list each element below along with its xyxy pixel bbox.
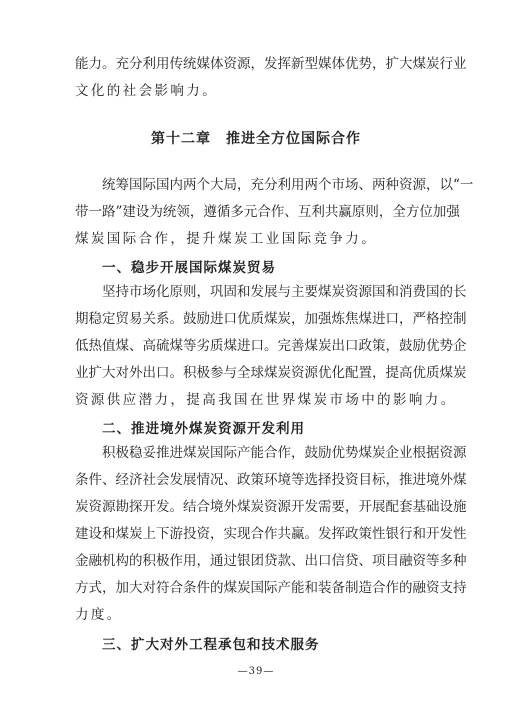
paragraph-line: 资源供应潜力，提高我国在世界煤炭市场中的影响力。 xyxy=(75,392,457,408)
paragraph-line: 炭资源勘探开发。结合境外煤炭资源开发需要，开展配套基础设施 xyxy=(75,499,467,515)
section-heading: 三、扩大对外工程承包和技术服务 xyxy=(102,637,320,653)
paragraph-line: 金融机构的积极作用，通过银团贷款、出口信贷、项目融资等多种 xyxy=(75,553,467,569)
paragraph-line: 煤炭国际合作，提升煤炭工业国际竞争力。 xyxy=(75,231,378,247)
paragraph-line: 积极稳妥推进煤炭国际产能合作，鼓励优势煤炭企业根据资源 xyxy=(102,445,467,461)
paragraph-line: 统筹国际国内两个大局，充分利用两个市场、两种资源，以“一 xyxy=(102,177,474,193)
paragraph-line: 能力。充分利用传统媒体资源，发挥新型媒体优势，扩大煤炭行业 xyxy=(75,56,467,72)
paragraph-line: 建设和煤炭上下游投资，实现合作共赢。发挥政策性银行和开发性 xyxy=(75,526,467,542)
paragraph-line: 低热值煤、高硫煤等劣质煤进口。完善煤炭出口政策，鼓励优势企 xyxy=(75,338,467,354)
paragraph-line: 文化的社会影响力。 xyxy=(75,83,219,99)
paragraph-line: 业扩大对外出口。积极参与全球煤炭资源优化配置，提高优质煤炭 xyxy=(75,365,467,381)
chapter-title: 第十二章 推进全方位国际合作 xyxy=(151,131,361,147)
page-number: —39— xyxy=(237,666,275,677)
paragraph-line: 期稳定贸易关系。鼓励进口优质煤炭，加强炼焦煤进口，严格控制 xyxy=(75,311,467,327)
paragraph-line: 力度。 xyxy=(75,607,123,623)
section-heading: 一、稳步开展国际煤炭贸易 xyxy=(102,260,276,276)
paragraph-line: 带一路”建设为统领，遵循多元合作、互利共赢原则，全方位加强 xyxy=(75,204,460,220)
paragraph-line: 方式，加大对符合条件的煤炭国际产能和装备制造合作的融资支持 xyxy=(75,580,467,596)
paragraph-line: 坚持市场化原则，巩固和发展与主要煤炭资源国和消费国的长 xyxy=(102,284,467,300)
section-heading: 二、推进境外煤炭资源开发利用 xyxy=(102,421,305,437)
paragraph-line: 条件、经济社会发展情况、政策环境等选择投资目标，推进境外煤 xyxy=(75,472,467,488)
